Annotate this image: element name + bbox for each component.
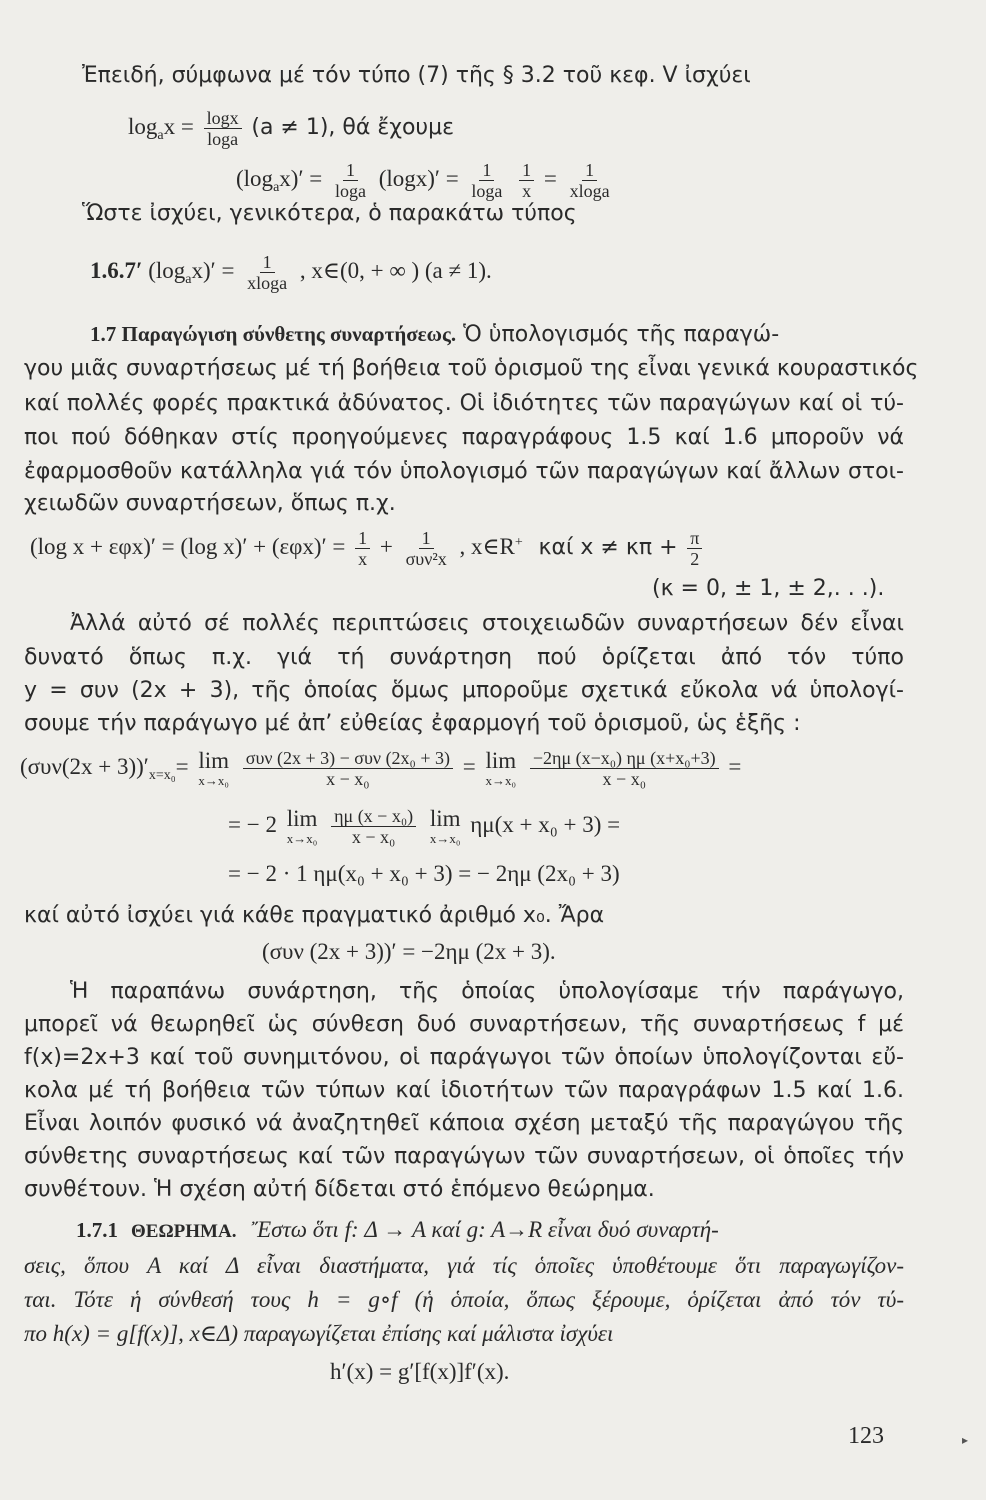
paragraph-line: Εἶναι λοιπόν φυσικό νά ἀναζητηθεῖ κάποια σχέση μεταξύ τῆς παραγώγου τῆς: [24, 1111, 904, 1136]
paragraph-line: δυνατό ὅπως π.χ. γιά τή συνάρτηση πού ὁρίζεται ἀπό τόν τύπο: [24, 645, 904, 670]
theorem-line: σεις, ὅπου A καί Δ εἶναι διαστήματα, γιά τίς ὁποῖες ὑποθέτουμε ὅτι παραγωγίζον-: [24, 1253, 904, 1278]
paragraph-line: ποι πού δόθηκαν στίς προηγούμενες παραγράφους 1.5 καί 1.6 μποροῦν νά: [24, 425, 904, 450]
paragraph-line: καί πολλές φορές πρακτικά ἀδύνατος. Οἱ ἰδιότητες τῶν παραγώγων καί οἱ τύ-: [24, 391, 904, 416]
paragraph-line: y = συν (2x + 3), τῆς ὁποίας ὅμως μποροῦμε σχετικά εὔκολα νά ὑπολογί-: [24, 678, 904, 703]
formula-derivative-chain: $(\log_ax)'$ = $\frac{1}{\log a}$ (logx)′ = $\frac{1}{\log a}$ $\frac{1}{x}$ = $\frac{1}{xloga}$: [236, 160, 610, 201]
paragraph-line: συνθέτουν. Ἡ σχέση αὐτή δίδεται στό ἑπόμενο θεώρημα.: [24, 1177, 655, 1202]
formula-1-6-7: 1.6.7′ $(\log_ax)'$ = $\frac{1}{xloga}$ , x∈(0, + ∞ ) (a ≠ 1).: [90, 252, 492, 293]
intro-line: Ἐπειδή, σύμφωνα μέ τόν τύπο (7) τῆς § 3.2 τοῦ κεφ. V ἰσχύει: [82, 63, 751, 88]
paragraph-line: σουμε τήν παράγωγο μέ ἀπ’ εὐθείας ἐφαρμογή τοῦ ὁρισμοῦ, ὡς ἑξῆς :: [24, 711, 801, 736]
conclusion-line: Ὥστε ἰσχύει, γενικότερα, ὁ παρακάτω τύπος: [82, 201, 577, 226]
paragraph-line: σύνθετης συναρτήσεως καί τῶν παραγώγων τῶν συναρτήσεων, οἱ ὁποῖες τήν: [24, 1144, 904, 1169]
paragraph-line: γου μιᾶς συναρτήσεως μέ τή βοήθεια τοῦ ὁρισμοῦ της εἶναι γενικά κουραστικός: [24, 356, 919, 381]
fraction: $\frac{\log x}{\log a}$: [204, 108, 242, 149]
formula-example-log-tan: (log x + εφx)′ = (log x)′ + (εφx)′ = $\frac{1}{x}$ + $\frac{1}{\text{συν²x}}$ , x∈R+ καί x ≠ κπ + $\frac{\pi}{2}$: [30, 528, 706, 569]
formula-kappa-values: (κ = 0, ± 1, ± 2,. . .).: [652, 576, 885, 601]
paragraph-line: ἐφαρμοσθοῦν κατάλληλα γιά τόν ὑπολογισμό τῶν παραγώγων καί ἄλλων στοι-: [24, 459, 904, 484]
theorem-line: πο h(x) = g[f(x)], x∈Δ) παραγωγίζεται ἐπίσης καί μάλιστα ἰσχύει: [24, 1321, 614, 1346]
theorem-heading: 1.7.1 ΘΕΩΡΗΜΑ. Ἔστω ὅτι f: Δ → A καί g: A→R εἶναι δυό συναρτή-: [76, 1217, 719, 1242]
formula-definition-derivation-3: = − 2 · 1 ημ(x₀ + x₀ + 3) = − 2ημ (2x₀ + 3): [228, 861, 620, 886]
formula-loga-definition: $\log_ax$ = $\frac{\log x}{\log a}$ (a ≠ 1), θά ἔχουμε: [128, 108, 455, 149]
paragraph-line: f(x)=2x+3 καί τοῦ συνημιτόνου, οἱ παράγωγοι τῶν ὁποίων ὑπολογίζονται εὔ-: [24, 1045, 904, 1070]
paragraph-line: Ἡ παραπάνω συνάρτηση, τῆς ὁποίας ὑπολογίσαμε τήν παράγωγο,: [70, 979, 904, 1004]
formula-definition-derivation-1: $(\sigma\upsilon\nu(2x + 3))'_{x=x_0}=$ lim x→x₀ $\frac{\text{συν (2x + 3) − συν (2x₀ + 3)}}{\text{x − x₀}}$ = lim x→x₀ $\frac{\text{−2ημ (x−x₀) ημ (x+x₀+3)}}{\text{x − x₀}}$ =: [20, 748, 742, 789]
theorem-line: ται. Τότε ἡ σύνθεσή τους h = g∘f (ἡ ὁποία, ὅπως ξέρουμε, ὁρίζεται ἀπό τόν τύ-: [24, 1287, 904, 1312]
edge-mark: ▸: [962, 1433, 969, 1447]
paragraph-line: χειωδῶν συναρτήσεων, ὅπως π.χ.: [24, 491, 396, 516]
paragraph-line: κολα μέ τή βοήθεια τῶν τύπων καί ἰδιοτήτων τῶν παραγράφων 1.5 καί 1.6.: [24, 1078, 904, 1103]
paragraph-line: μπορεῖ νά θεωρηθεῖ ὡς σύνθεση δυό συναρτήσεων, τῆς συναρτήσεως f μέ: [24, 1012, 904, 1037]
section-heading-1-7: 1.7 Παραγώγιση σύνθετης συναρτήσεως. Ὁ ὑπολογισμός τῆς παραγώ-: [90, 322, 780, 347]
formula-result: (συν (2x + 3))′ = −2ημ (2x + 3).: [262, 939, 556, 964]
paragraph-line: καί αὐτό ἰσχύει γιά κάθε πραγματικό ἀριθμό x₀. Ἄρα: [24, 903, 605, 928]
formula-definition-derivation-2: = − 2 lim x→x₀ $\frac{\text{ημ (x − x₀)}}{\text{x − x₀}}$ lim x→x₀ ημ(x + x₀ + 3) =: [228, 806, 621, 847]
page-number: 123: [848, 1423, 884, 1449]
theorem-formula: h′(x) = g′[f(x)]f′(x).: [330, 1359, 510, 1384]
paragraph-line: Ἀλλά αὐτό σέ πολλές περιπτώσεις στοιχειωδῶν συναρτήσεων δέν εἶναι: [70, 611, 904, 636]
